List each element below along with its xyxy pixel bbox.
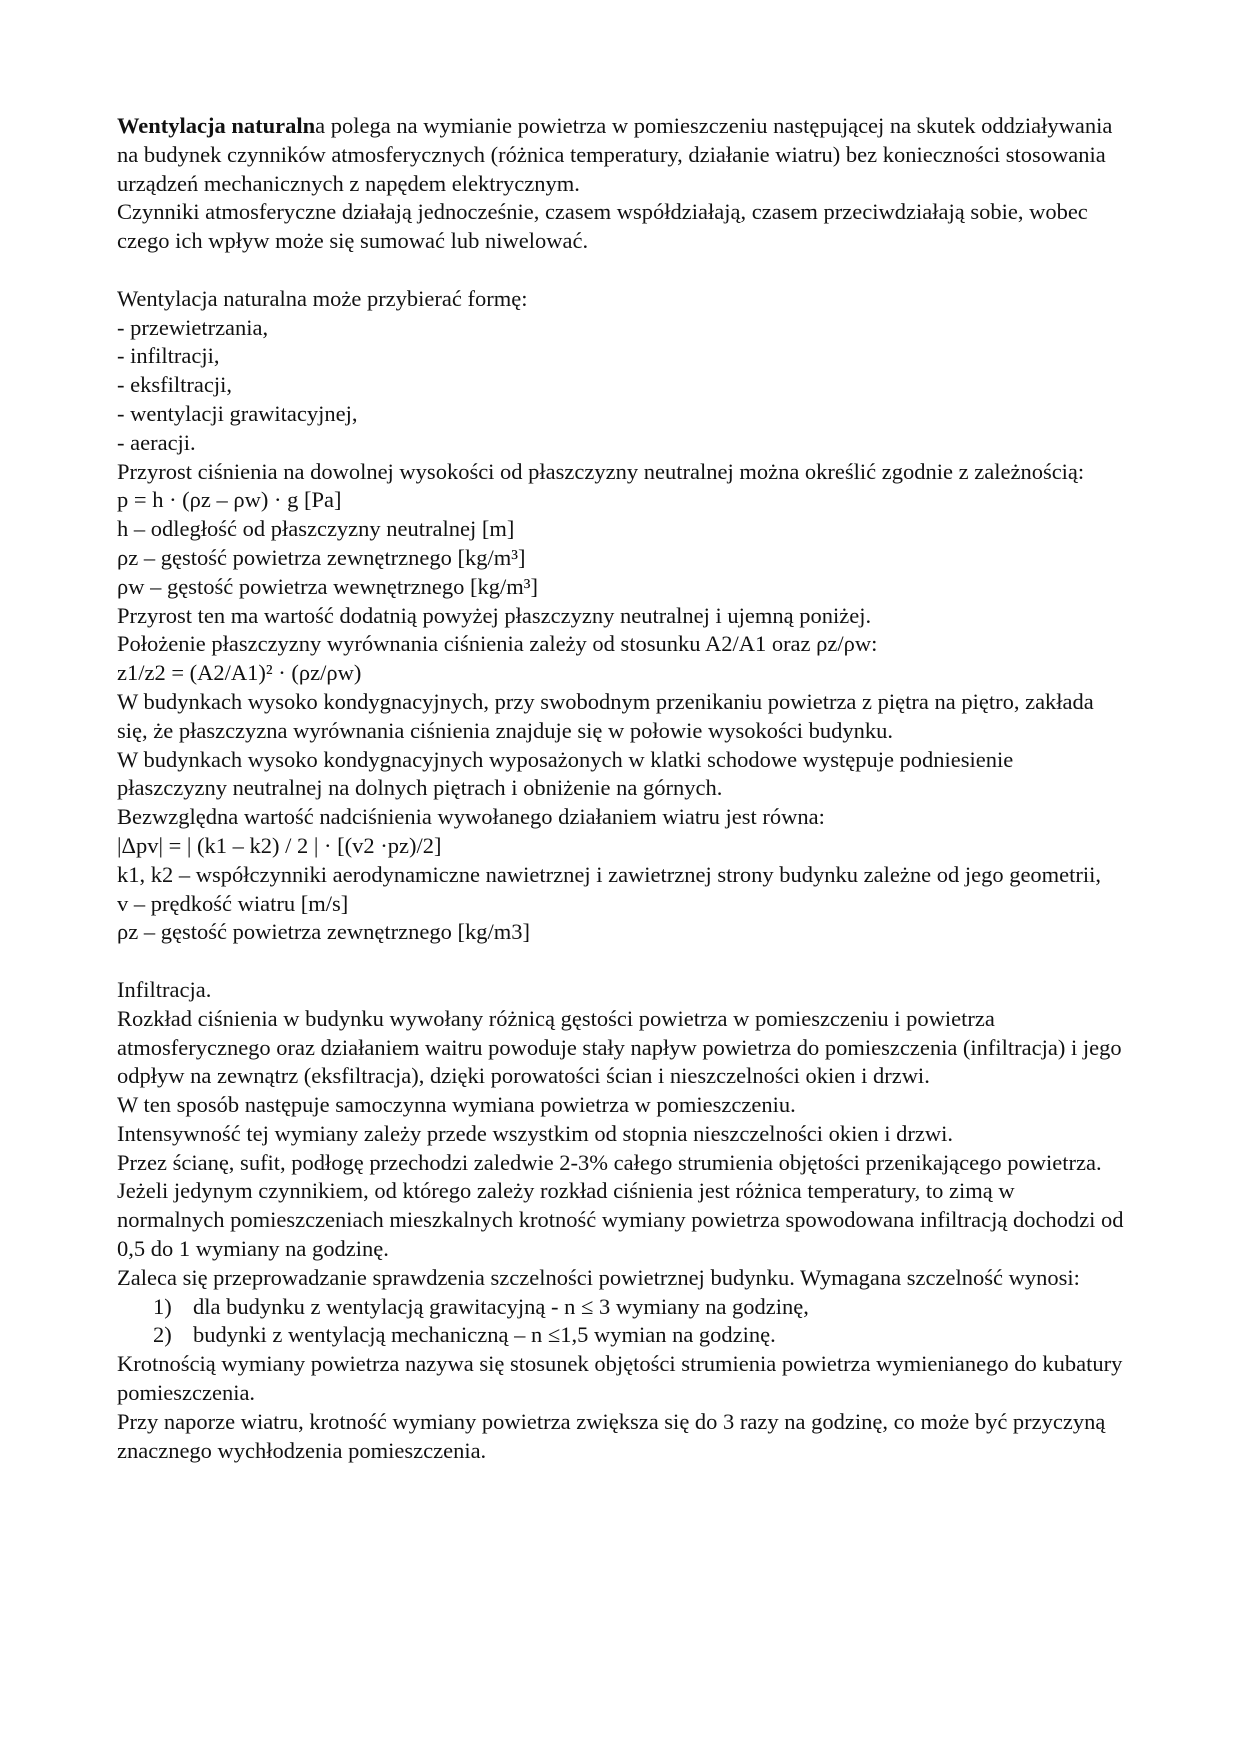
- infiltration-paragraph-5: Jeżeli jedynym czynnikiem, od którego zależy rozkład ciśnienia jest różnica temperatury, to zimą w normalnych pomieszczeniach mieszkalnych krotność wymiany powietrza spowodowana infiltracją dochodzi od 0,5 do 1 wymiany na godzinę.: [117, 1178, 1124, 1262]
- spacer: [117, 947, 1127, 976]
- list-number: 2): [153, 1322, 172, 1348]
- pressure-paragraph-5: W budynkach wysoko kondygnacyjnych wyposażonych w klatki schodowe występuje podniesienie płaszczyzny neutralnej na dolnych piętrach i obniżenie na górnych.: [117, 746, 1014, 801]
- definition-h: h – odległość od płaszczyzny neutralnej [m]: [117, 516, 515, 542]
- infiltration-paragraph-1: Rozkład ciśnienia w budynku wywołany różnicą gęstości powietrza w pomieszczeniu i powietrza atmosferycznego oraz działaniem waitru powoduje stały napływ powietrza do pomieszczenia (infiltracja) i jego odpływ na zewnątrz (eksfiltracja), dzięki porowatości ścian i nieszczelności okien i drzwi.: [117, 1005, 1122, 1089]
- spacer: [117, 256, 1127, 285]
- list-text: dla budynku z wentylacją grawitacyjną - n ≤ 3 wymiany na godzinę,: [193, 1293, 809, 1319]
- definition-rho-z: ρz – gęstość powietrza zewnętrznego [kg/m³]: [117, 544, 526, 570]
- pressure-formula: p = h · (ρz – ρw) · g [Pa]: [117, 487, 342, 513]
- definition-rho-w: ρw – gęstość powietrza wewnętrznego [kg/m³]: [117, 573, 538, 599]
- intro-bold-term: Wentylacja naturaln: [117, 113, 316, 138]
- infiltration-paragraph-2: W ten sposób następuje samoczynna wymiana powietrza w pomieszczeniu.: [117, 1092, 796, 1118]
- infiltration-heading: Infiltracja.: [117, 976, 212, 1002]
- ratio-formula: z1/z2 = (A2/A1)² · (ρz/ρw): [117, 660, 362, 686]
- pressure-paragraph-2: Przyrost ten ma wartość dodatnią powyżej płaszczyzny neutralnej i ujemną poniżej.: [117, 602, 872, 628]
- infiltration-paragraph-6: Zaleca się przeprowadzanie sprawdzenia szczelności powietrznej budynku. Wymagana szczelność wynosi:: [117, 1264, 1080, 1290]
- infiltration-paragraph-8: Przy naporze wiatru, krotność wymiany powietrza zwiększa się do 3 razy na godzinę, co może być przyczyną znacznego wychłodzenia pomieszczenia.: [117, 1408, 1106, 1463]
- infiltration-paragraph-7: Krotnością wymiany powietrza nazywa się stosunek objętości strumienia powietrza wymienianego do kubatury pomieszczenia.: [117, 1351, 1123, 1406]
- forms-item: - infiltracji,: [117, 343, 220, 369]
- intro-bold-tail: a: [315, 113, 326, 138]
- forms-item: - eksfiltracji,: [117, 372, 232, 398]
- forms-item: - przewietrzania,: [117, 314, 269, 340]
- forms-heading: Wentylacja naturalna może przybierać formę:: [117, 285, 528, 311]
- pressure-paragraph-3: Położenie płaszczyzny wyrównania ciśnienia zależy od stosunku A2/A1 oraz ρz/ρw:: [117, 631, 878, 657]
- list-item: [117, 1321, 1127, 1350]
- wind-formula: |Δpv| = | (k1 – k2) / 2 | · [(v2 ·pz)/2]: [117, 832, 442, 858]
- forms-item: - aeracji.: [117, 429, 196, 455]
- infiltration-paragraph-3: Intensywność tej wymiany zależy przede wszystkim od stopnia nieszczelności okien i drzwi.: [117, 1120, 954, 1146]
- intro-paragraph: [117, 112, 1127, 198]
- definition-v: v – prędkość wiatru [m/s]: [117, 890, 349, 916]
- pressure-paragraph-6: Bezwzględna wartość nadciśnienia wywołanego działaniem wiatru jest równa:: [117, 804, 825, 830]
- definition-pz: ρz – gęstość powietrza zewnętrznego [kg/m3]: [117, 919, 530, 945]
- forms-item: - wentylacji grawitacyjnej,: [117, 400, 358, 426]
- intro-paragraph-2: Czynniki atmosferyczne działają jednocześnie, czasem współdziałają, czasem przeciwdziałają sobie, wobec czego ich wpływ może się sumować lub niwelować.: [117, 199, 1088, 254]
- intro-text: polega na wymianie powietrza w pomieszczeniu następującej na skutek oddziaływania na budynek czynników atmosferycznych (różnica temperatury, działanie wiatru) bez konieczności stosowania urządzeń mechanicznych z napędem elektrycznym.: [117, 113, 1113, 196]
- definition-k: k1, k2 – współczynniki aerodynamiczne nawietrznej i zawietrznej strony budynku zależne od jego geometrii,: [117, 861, 1102, 887]
- document-page: [117, 112, 1127, 1465]
- list-item: [117, 1293, 1127, 1322]
- list-number: 1): [153, 1293, 172, 1319]
- infiltration-paragraph-4: Przez ścianę, sufit, podłogę przechodzi zaledwie 2-3% całego strumienia objętości przenikającego powietrza.: [117, 1149, 1102, 1175]
- pressure-paragraph-4: W budynkach wysoko kondygnacyjnych, przy swobodnym przenikaniu powietrza z piętra na piętro, zakłada się, że płaszczyzna wyrównania ciśnienia znajduje się w połowie wysokości budynku.: [117, 688, 1094, 743]
- list-text: budynki z wentylacją mechaniczną – n ≤1,5 wymian na godzinę.: [193, 1322, 776, 1348]
- pressure-paragraph-1: Przyrost ciśnienia na dowolnej wysokości od płaszczyzny neutralnej można określić zgodnie z zależnością:: [117, 458, 1085, 484]
